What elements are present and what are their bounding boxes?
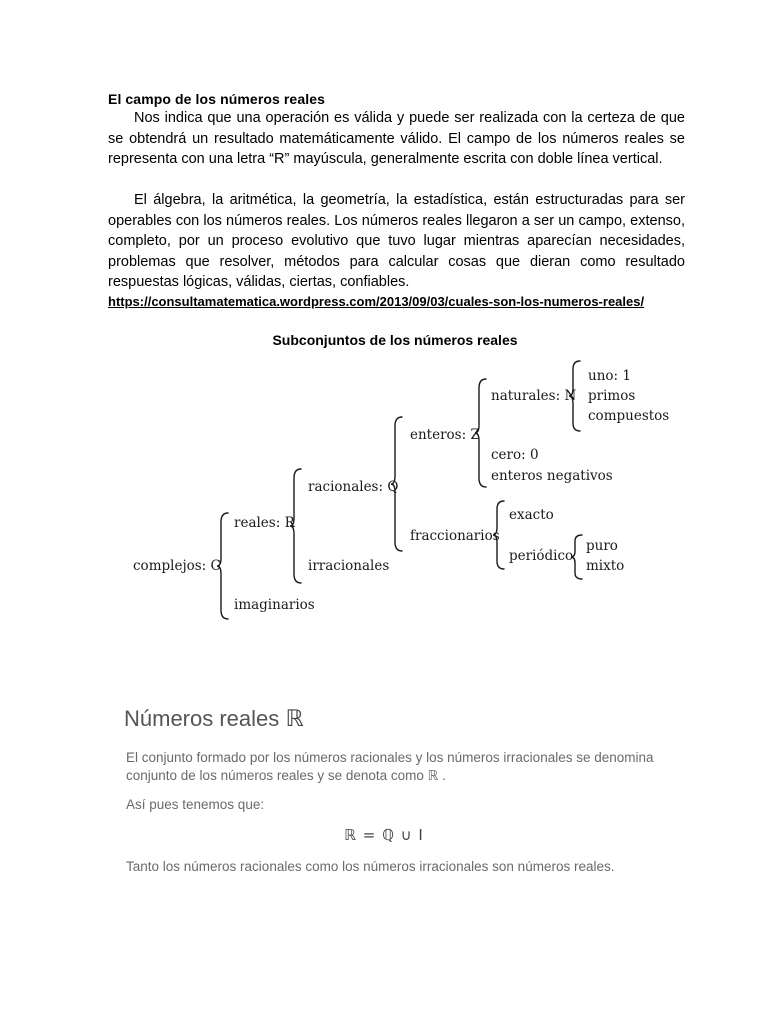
section-title: [124, 706, 304, 732]
brace-fraccionarios: [492, 500, 506, 570]
paragraph-history: El álgebra, la aritmética, la geometría, la estadística, están estructuradas para ser operables con los números reales. Los números reales llegaron a ser un campo, extenso, completo, por un proceso evolutivo que tuvo lugar mientras aparecían necesidades, problemas que resolver, métodos para calcular cosas que dieran como resultado respuestas lógicas, válidas, ciertas, confiables.: [108, 192, 685, 290]
source-link[interactable]: https://consultamatematica.wordpress.com/2013/09/03/cuales-son-los-numeros-reales/: [108, 294, 645, 309]
label-reales: reales: R: [234, 515, 295, 531]
label-irracionales: irracionales: [308, 558, 390, 574]
brace-enteros: [474, 378, 488, 488]
brace-periodico: [570, 534, 584, 580]
label-periodico: periódico: [509, 548, 574, 564]
label-cero: cero: 0: [491, 447, 539, 463]
label-exacto: exacto: [509, 507, 554, 523]
label-naturales: naturales: N: [491, 388, 577, 404]
brace-complejos: [216, 512, 230, 620]
section-text-intro: Así pues tenemos que:: [126, 797, 265, 812]
brace-naturales: [568, 360, 582, 432]
document-heading: El campo de los números reales: [108, 91, 325, 107]
label-puro: puro: [586, 538, 618, 554]
section-text-conclusion: Tanto los números racionales como los números irracionales son números reales.: [126, 859, 615, 874]
label-uno: uno: 1: [588, 368, 631, 384]
label-fraccionarios: fraccionarios: [410, 528, 500, 544]
brace-reales: [289, 468, 303, 584]
reals-symbol: ℝ: [285, 706, 304, 732]
label-imaginarios: imaginarios: [234, 597, 315, 613]
label-enteros-negativos: enteros negativos: [491, 468, 613, 484]
section-title-text: Números reales: [124, 706, 280, 731]
paragraph-intro: Nos indica que una operación es válida y puede ser realizada con la certeza de que se obtendrá un resultado matemáticamente válido. El campo de los números reales se representa con una letra “R” mayúscula, generalmente escrita con doble línea vertical.: [108, 110, 685, 167]
label-compuestos: compuestos: [588, 408, 670, 424]
label-enteros: enteros: Z: [410, 427, 480, 443]
label-primos: primos: [588, 388, 636, 404]
brace-racionales: [390, 416, 404, 552]
formula: ℝ = ℚ ∪ I: [344, 826, 424, 844]
label-complejos: complejos: C: [133, 558, 221, 574]
label-racionales: racionales: Q: [308, 479, 399, 495]
label-mixto: mixto: [586, 558, 625, 574]
section-text-definition: El conjunto formado por los números racionales y los números irracionales se denomina conjunto de los números reales y se denota como ℝ .: [126, 750, 654, 783]
diagram-title: Subconjuntos de los números reales: [272, 332, 518, 348]
